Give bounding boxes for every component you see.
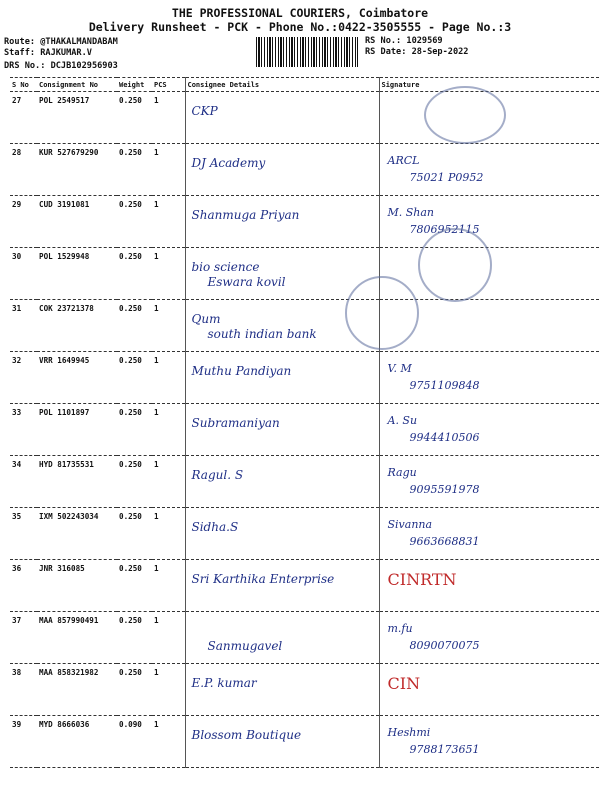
weight-cell: 0.250	[117, 92, 152, 144]
signature-mark: m.fu	[387, 622, 413, 635]
serial-number-cell: 29	[10, 196, 37, 248]
col-header: Signature	[379, 78, 599, 92]
consignment-number-cell: VRR 1649945	[37, 352, 117, 404]
recipient-phone: 8090070075	[409, 639, 480, 652]
drs-barcode	[256, 37, 358, 67]
courier-stamp	[345, 276, 419, 350]
signature-mark: Heshmi	[387, 726, 431, 739]
recipient-phone: 9663668831	[409, 535, 480, 548]
signature-mark: CIN	[387, 674, 421, 693]
weight-cell: 0.250	[117, 196, 152, 248]
recipient-phone: 7806952115	[409, 223, 480, 236]
consignee-cell	[185, 612, 379, 664]
signature-mark: Sivanna	[387, 518, 433, 531]
table-row	[10, 196, 599, 248]
consignment-number-cell: HYD 81735531	[37, 456, 117, 508]
table-row	[10, 612, 599, 664]
serial-number-cell: 31	[10, 300, 37, 352]
consignment-number-cell: CUD 3191081	[37, 196, 117, 248]
signature-mark: CINRTN	[387, 570, 457, 589]
drs-number: DRS No.: DCJB102956903	[4, 61, 118, 71]
weight-cell: 0.250	[117, 404, 152, 456]
consignee-cell	[185, 248, 379, 300]
table-row	[10, 300, 599, 352]
pieces-cell: 1	[152, 560, 185, 612]
pieces-cell: 1	[152, 612, 185, 664]
consignee-cell	[185, 508, 379, 560]
serial-number-cell: 39	[10, 716, 37, 768]
recipient-phone: 75021 P0952	[409, 171, 484, 184]
consignee-name: Blossom Boutique	[191, 728, 302, 742]
serial-number-cell: 28	[10, 144, 37, 196]
table-row	[10, 456, 599, 508]
pieces-cell: 1	[152, 508, 185, 560]
consignee-cell	[185, 144, 379, 196]
pieces-cell: 1	[152, 92, 185, 144]
serial-number-cell: 27	[10, 92, 37, 144]
consignment-number-cell: POL 1101897	[37, 404, 117, 456]
pieces-cell: 1	[152, 144, 185, 196]
consignee-name: Ragul. S	[191, 468, 244, 482]
col-header: PCS	[152, 78, 185, 92]
staff-label: Staff: RAJKUMAR.V	[4, 48, 92, 58]
col-header: S No	[10, 78, 37, 92]
weight-cell: 0.090	[117, 716, 152, 768]
rs-number: RS No.: 1029569	[365, 36, 443, 46]
recipient-phone: 9944410506	[409, 431, 480, 444]
consignee-cell	[185, 664, 379, 716]
consignee-cell	[185, 92, 379, 144]
consignee-cell	[185, 404, 379, 456]
consignee-name: CKP	[191, 104, 218, 118]
consignment-number-cell: MYD 8666036	[37, 716, 117, 768]
serial-number-cell: 36	[10, 560, 37, 612]
consignee-name: Qum	[191, 312, 221, 326]
consignee-name: E.P. kumar	[191, 676, 257, 690]
weight-cell: 0.250	[117, 352, 152, 404]
pieces-cell: 1	[152, 664, 185, 716]
signature-mark: V. M	[387, 362, 412, 375]
signature-cell	[379, 612, 599, 664]
signature-cell	[379, 508, 599, 560]
courier-stamp	[424, 86, 506, 144]
consignee-cell	[185, 560, 379, 612]
consignment-number-cell: KUR 527679290	[37, 144, 117, 196]
consignee-name: DJ Academy	[191, 156, 266, 170]
courier-stamp	[418, 228, 492, 302]
signature-cell	[379, 456, 599, 508]
pieces-cell: 1	[152, 716, 185, 768]
col-header: Consignment No	[37, 78, 117, 92]
serial-number-cell: 33	[10, 404, 37, 456]
weight-cell: 0.250	[117, 300, 152, 352]
table-row	[10, 560, 599, 612]
weight-cell: 0.250	[117, 456, 152, 508]
signature-cell	[379, 560, 599, 612]
table-row	[10, 508, 599, 560]
consignee-cell	[185, 716, 379, 768]
weight-cell: 0.250	[117, 612, 152, 664]
consignee-name: Sri Karthika Enterprise	[191, 572, 335, 586]
pieces-cell: 1	[152, 456, 185, 508]
col-header: Consignee Details	[185, 78, 379, 92]
serial-number-cell: 34	[10, 456, 37, 508]
consignee-name: bio science	[191, 260, 260, 274]
table-row	[10, 404, 599, 456]
pieces-cell: 1	[152, 352, 185, 404]
signature-mark: Ragu	[387, 466, 417, 479]
pieces-cell: 1	[152, 196, 185, 248]
serial-number-cell: 32	[10, 352, 37, 404]
consignment-number-cell: MAA 857990491	[37, 612, 117, 664]
route-label: Route: @THAKALMANDABAM	[4, 37, 118, 47]
consignment-number-cell: POL 2549517	[37, 92, 117, 144]
weight-cell: 0.250	[117, 560, 152, 612]
weight-cell: 0.250	[117, 248, 152, 300]
consignee-address: Eswara kovil	[207, 275, 286, 289]
consignee-cell	[185, 456, 379, 508]
signature-cell	[379, 404, 599, 456]
recipient-phone: 9751109848	[409, 379, 480, 392]
signature-cell	[379, 352, 599, 404]
consignee-cell	[185, 196, 379, 248]
serial-number-cell: 35	[10, 508, 37, 560]
consignment-number-cell: COK 23721378	[37, 300, 117, 352]
recipient-phone: 9095591978	[409, 483, 480, 496]
signature-mark: M. Shan	[387, 206, 435, 219]
serial-number-cell: 37	[10, 612, 37, 664]
consignee-name: Sidha.S	[191, 520, 239, 534]
pieces-cell: 1	[152, 248, 185, 300]
runsheet-table	[10, 77, 599, 768]
consignment-number-cell: MAA 858321982	[37, 664, 117, 716]
weight-cell: 0.250	[117, 144, 152, 196]
consignee-name: Muthu Pandiyan	[191, 364, 292, 378]
signature-cell	[379, 196, 599, 248]
recipient-phone: 9788173651	[409, 743, 480, 756]
consignee-name: Shanmuga Priyan	[191, 208, 300, 222]
table-row	[10, 248, 599, 300]
consignment-number-cell: POL 1529948	[37, 248, 117, 300]
serial-number-cell: 30	[10, 248, 37, 300]
table-row	[10, 664, 599, 716]
signature-cell	[379, 144, 599, 196]
consignee-address: south indian bank	[207, 327, 317, 341]
consignment-number-cell: JNR 316085	[37, 560, 117, 612]
table-row	[10, 352, 599, 404]
signature-mark: ARCL	[387, 154, 420, 167]
table-row	[10, 92, 599, 144]
signature-cell	[379, 716, 599, 768]
consignee-cell	[185, 352, 379, 404]
pieces-cell: 1	[152, 300, 185, 352]
pieces-cell: 1	[152, 404, 185, 456]
serial-number-cell: 38	[10, 664, 37, 716]
weight-cell: 0.250	[117, 508, 152, 560]
signature-cell	[379, 664, 599, 716]
consignee-address: Sanmugavel	[207, 639, 283, 653]
table-row	[10, 144, 599, 196]
consignment-number-cell: IXM 502243034	[37, 508, 117, 560]
rs-date: RS Date: 28-Sep-2022	[365, 47, 469, 57]
table-row	[10, 716, 599, 768]
signature-mark: A. Su	[387, 414, 418, 427]
runsheet-title: THE PROFESSIONAL COURIERS, Coimbatore	[171, 6, 429, 20]
col-header: Weight	[117, 78, 152, 92]
runsheet-subtitle: Delivery Runsheet - PCK - Phone No.:0422-3505555 - Page No.:3	[88, 20, 512, 34]
weight-cell: 0.250	[117, 664, 152, 716]
table-header-row	[10, 78, 599, 92]
consignee-name: Subramaniyan	[191, 416, 280, 430]
